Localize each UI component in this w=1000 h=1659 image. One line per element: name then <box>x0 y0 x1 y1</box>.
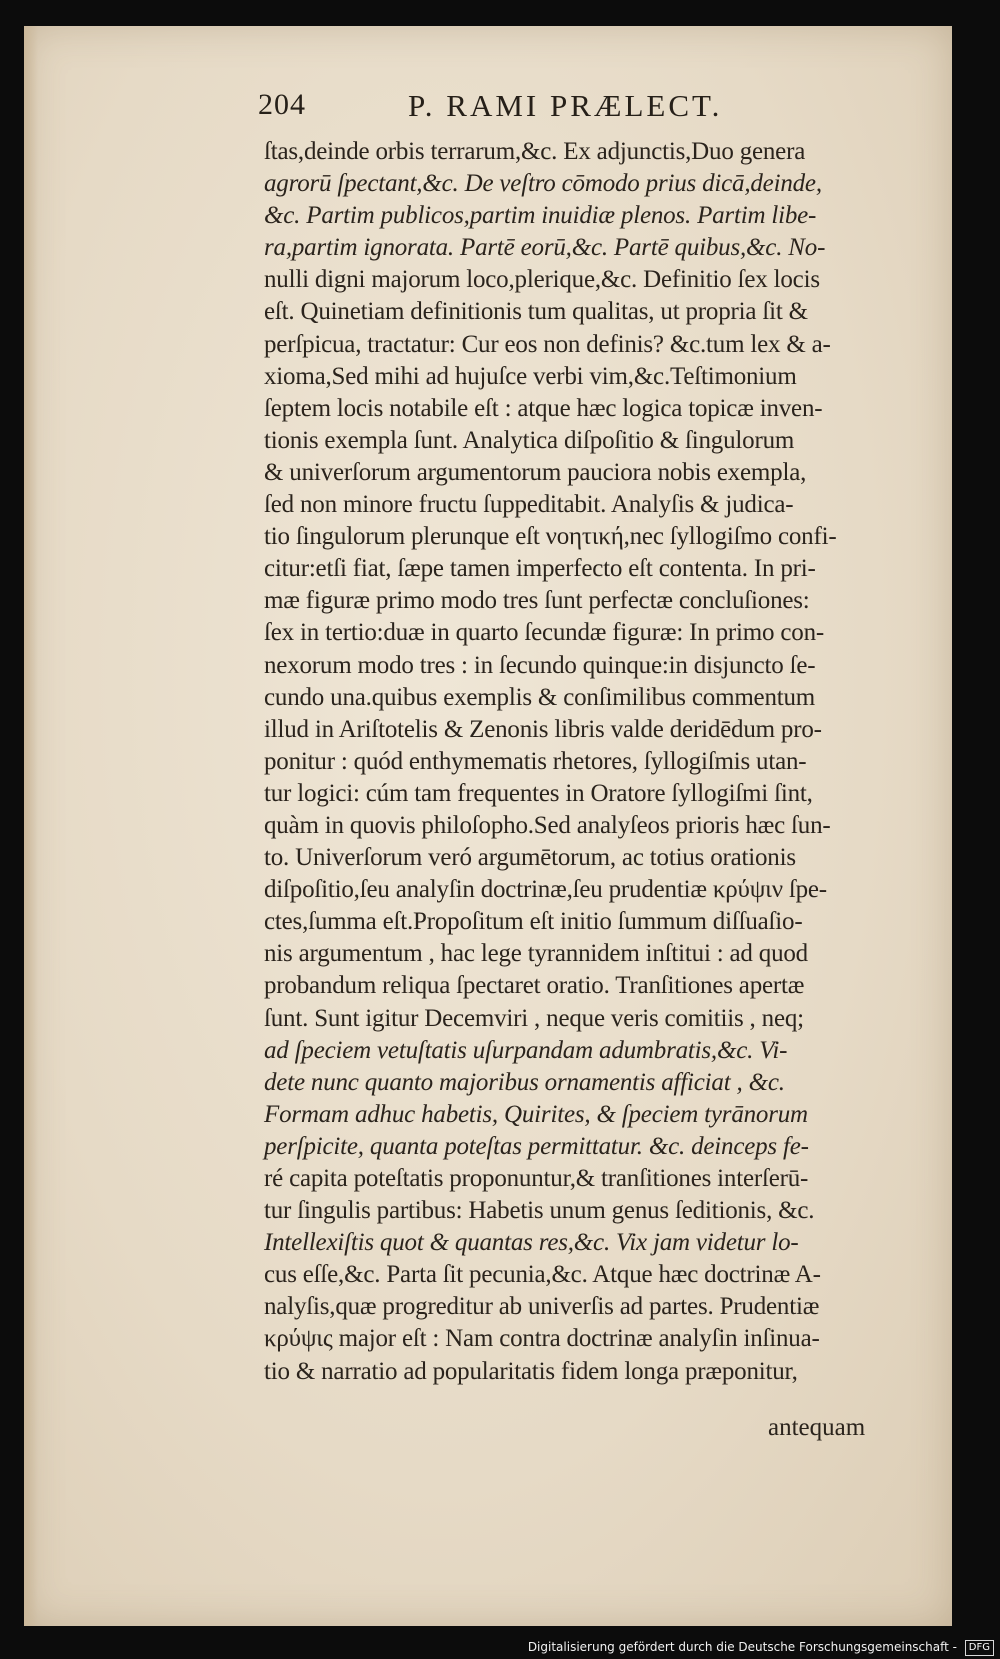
text-line: tur ſingulis partibus: Habetis unum genus ſeditionis, &c. <box>264 1197 815 1225</box>
main-text-block <box>264 136 954 1388</box>
text-line: quàm in quovis philoſopho.Sed analyſeos prioris hæc ſun- <box>264 811 831 839</box>
text-line: nalyſis,quæ progreditur ab univerſis ad partes. Prudentiæ <box>264 1293 820 1321</box>
text-line: ad ſpeciem vetuſtatis uſurpandam adumbratis,&c. Vi- <box>264 1036 788 1064</box>
text-line: perſpicite, quanta poteſtas permittatur. &c. deinceps fe- <box>264 1132 809 1160</box>
page-number: 204 <box>258 88 306 121</box>
text-line: ctes,ſumma eſt.Propoſitum eſt initio ſummum diſſuaſio- <box>264 908 803 936</box>
text-line: κρύψις major eſt : Nam contra doctrinæ analyſin inſinua- <box>264 1325 820 1353</box>
digitization-credit <box>528 1635 994 1659</box>
text-line: agrorū ſpectant,&c. De veſtro cōmodo prius dicā,deinde, <box>264 170 822 198</box>
text-line: Intellexiſtis quot & quantas res,&c. Vix jam videtur lo- <box>264 1229 799 1257</box>
text-line: eſt. Quinetiam definitionis tum qualitas, ut propria ſit & <box>264 298 808 326</box>
text-line: tur logici: cúm tam frequentes in Oratore ſyllogiſmi ſint, <box>264 779 813 807</box>
catchword: antequam <box>768 1414 866 1441</box>
text-line: illud in Ariſtotelis & Zenonis libris valde deridēdum pro- <box>264 715 822 743</box>
running-title: P. RAMI PRÆLECT. <box>408 88 723 123</box>
text-line: nulli digni majorum loco,plerique,&c. Definitio ſex locis <box>264 266 820 294</box>
text-line: ſeptem locis notabile eſt : atque hæc logica topicæ inven- <box>264 394 823 422</box>
page-gutter-shadow <box>24 26 38 1626</box>
text-line: mæ figuræ primo modo tres ſunt perfectæ concluſiones: <box>264 587 810 615</box>
text-line: ſtas,deinde orbis terrarum,&c. Ex adjunctis,Duo genera <box>264 138 806 165</box>
text-line: cus eſſe,&c. Parta ſit pecunia,&c. Atque hæc doctrinæ A- <box>264 1261 821 1289</box>
text-line: Formam adhuc habetis, Quirites, & ſpeciem tyrānorum <box>264 1100 808 1128</box>
text-line: to. Univerſorum veró argumētorum, ac totius orationis <box>264 844 796 872</box>
text-line: ra,partim ignorata. Partē eorū,&c. Partē quibus,&c. No- <box>264 234 826 262</box>
text-line: ſed non minore fructu ſuppeditabit. Analyſis & judica- <box>264 491 794 519</box>
text-line: & univerſorum argumentorum pauciora nobis exempla, <box>264 458 807 486</box>
text-line: ré capita poteſtatis proponuntur,& tranſitiones interſerū- <box>264 1165 809 1192</box>
text-line: diſpoſitio,ſeu analyſin doctrinæ,ſeu prudentiæ κρύψιν ſpe- <box>264 876 827 904</box>
text-line: ſunt. Sunt igitur Decemviri , neque veris comitiis , neq; <box>264 1004 804 1032</box>
dfg-logo: DFG <box>965 1640 994 1656</box>
text-line: nis argumentum , hac lege tyrannidem inſtitui : ad quod <box>264 940 808 968</box>
text-line: probandum reliqua ſpectaret oratio. Tranſitiones apertæ <box>264 972 805 1000</box>
credit-text: Digitalisierung gefördert durch die Deutsche Forschungsgemeinschaft - <box>527 1640 957 1654</box>
text-line: tio & narratio ad popularitatis fidem longa præponitur, <box>264 1357 798 1385</box>
text-line: perſpicua, tractatur: Cur eos non definis? &c.tum lex & a- <box>264 330 831 358</box>
text-line: ponitur : quód enthymematis rhetores, ſyllogiſmis utan- <box>264 747 807 775</box>
page-header <box>258 88 798 132</box>
text-line: nexorum modo tres : in ſecundo quinque:in disjuncto ſe- <box>264 651 816 679</box>
text-line: cundo una.quibus exemplis & conſimilibus commentum <box>264 683 816 711</box>
text-line: citur:etſi fiat, ſæpe tamen imperfecto eſt contenta. In pri- <box>264 555 816 583</box>
text-line: tionis exempla ſunt. Analytica diſpoſitio & ſingulorum <box>264 426 795 454</box>
text-line: xioma,Sed mihi ad hujuſce verbi vim,&c.Teſtimonium <box>264 362 797 390</box>
text-line: &c. Partim publicos,partim inuidiæ plenos. Partim libe- <box>264 202 817 230</box>
text-line: ſex in tertio:duæ in quarto ſecundæ figuræ: In primo con- <box>264 619 825 647</box>
text-line: dete nunc quanto majoribus ornamentis afficiat , &c. <box>264 1068 785 1096</box>
text-line: tio ſingulorum plerunque eſt νοητική,nec ſyllogiſmo confi- <box>264 523 837 551</box>
